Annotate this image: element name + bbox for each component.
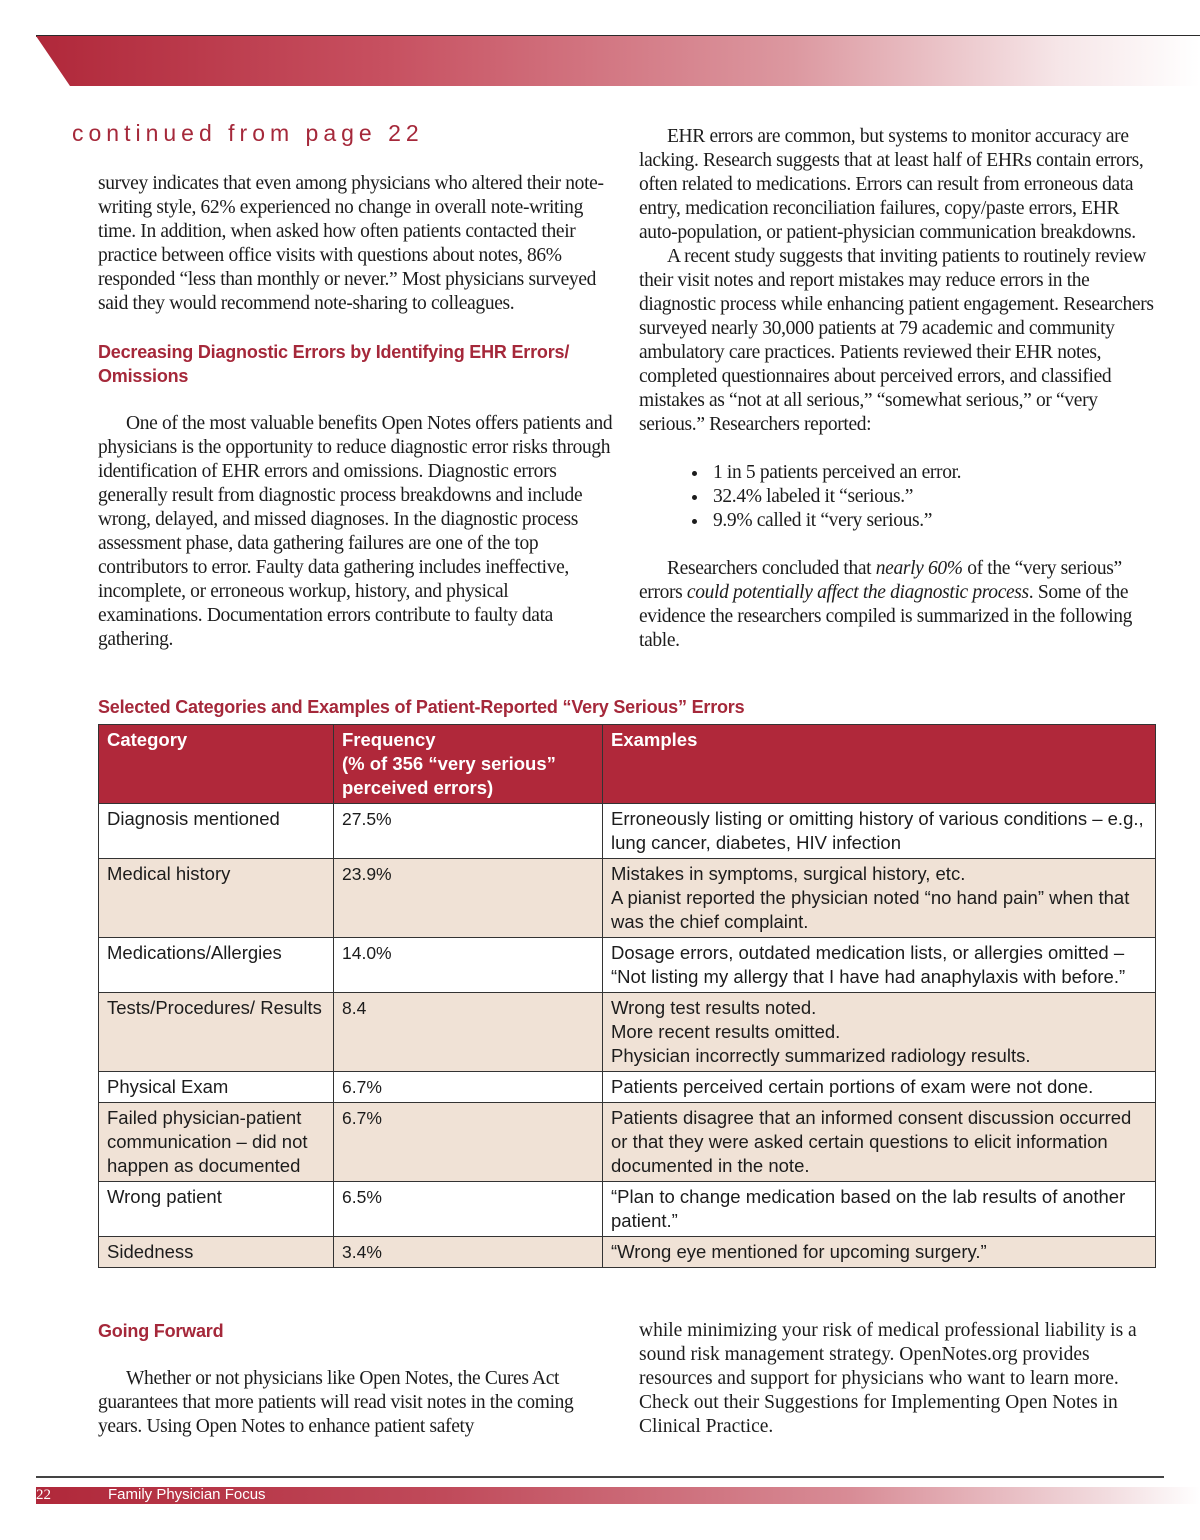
cell-examples [603, 1103, 1156, 1182]
cell-category: Physical Exam [99, 1072, 334, 1103]
going-forward-left [98, 1319, 598, 1439]
cell-frequency: 8.4 [334, 993, 603, 1072]
table-row [99, 1103, 1156, 1182]
header-frequency-line: Frequency [342, 729, 436, 750]
cell-category: Diagnosis mentioned [99, 804, 334, 859]
text-run: Researchers concluded that [667, 558, 876, 579]
table-row [99, 938, 1156, 993]
right-paragraph-2: A recent study suggests that inviting patients to routinely review their visit notes and report mistakes may reduce errors in the diagnostic process while enhancing patient engagement. Researchers surveyed nearly 30,000 patients at 79 academic and community ambulatory care practices. Patients reviewed their EHR notes, completed questionnaires about perceived errors, and classified mistakes as “not at all serious,” “somewhat serious,” or “very serious.” Researchers reported: [639, 246, 1154, 435]
cell-examples [603, 938, 1156, 993]
table-row [99, 804, 1156, 859]
page-number: 22 [36, 1487, 51, 1503]
table-row [99, 859, 1156, 938]
example-line: “Wrong eye mentioned for upcoming surgery.” [611, 1241, 987, 1262]
section-heading-going-forward: Going Forward [98, 1321, 224, 1341]
cell-frequency: 6.7% [334, 1103, 603, 1182]
cell-frequency: 27.5% [334, 804, 603, 859]
table-row [99, 1237, 1156, 1268]
table-row [99, 1072, 1156, 1103]
example-line: Dosage errors, outdated medication lists, or allergies omitted – “Not listing my allergy that I have had anaphylaxis with before.” [611, 942, 1126, 987]
findings-list [639, 461, 1159, 533]
cell-examples [603, 1237, 1156, 1268]
table-row [99, 1182, 1156, 1237]
header-band [36, 36, 1200, 86]
header-examples: Examples [603, 725, 1156, 804]
header-category: Category [99, 725, 334, 804]
example-line: Patients perceived certain portions of exam were not done. [611, 1076, 1094, 1097]
cell-frequency: 3.4% [334, 1237, 603, 1268]
header-frequency-line: (% of 356 “very serious” [342, 753, 556, 774]
list-item: • 32.4% labeled it “serious.” [709, 485, 1159, 509]
text-run: of the “very serious” errors [639, 558, 1122, 603]
left-column [98, 172, 616, 652]
cell-examples [603, 859, 1156, 938]
right-paragraph-1: EHR errors are common, but systems to monitor accuracy are lacking. Research suggests that at least half of EHRs contain errors, often related to medications. Errors can result from erroneous data entry, medication reconciliation failures, copy/paste errors, EHR auto-population, or patient-physician communication breakdowns. [639, 126, 1144, 243]
header-frequency-line: perceived errors) [342, 777, 494, 798]
table-title: Selected Categories and Examples of Patient-Reported “Very Serious” Errors [98, 697, 745, 717]
example-line: Wrong test results noted. [611, 997, 817, 1018]
cell-frequency: 14.0% [334, 938, 603, 993]
example-line: Mistakes in symptoms, surgical history, etc. [611, 863, 966, 884]
cell-category: Sidedness [99, 1237, 334, 1268]
cell-category: Medications/Allergies [99, 938, 334, 993]
cell-examples [603, 1072, 1156, 1103]
going-forward-paragraph: Whether or not physicians like Open Notes, the Cures Act guarantees that more patients will read visit notes in the coming years. Using Open Notes to enhance patient safety [98, 1368, 574, 1437]
list-item: • 1 in 5 patients perceived an error. [709, 461, 1159, 485]
cell-frequency: 6.7% [334, 1072, 603, 1103]
cell-category: Failed physician-patient communication – did not happen as documented [99, 1103, 334, 1182]
emphasis-text: could potentially affect the diagnostic process [686, 582, 1029, 603]
header-frequency [334, 725, 603, 804]
cell-examples [603, 1182, 1156, 1237]
cell-frequency: 6.5% [334, 1182, 603, 1237]
table-row [99, 993, 1156, 1072]
right-paragraph-3 [639, 557, 1159, 653]
table-header-row [99, 725, 1156, 804]
cell-examples [603, 993, 1156, 1072]
example-line: Erroneously listing or omitting history of various conditions – e.g., lung cancer, diabetes, HIV infection [611, 808, 1144, 853]
cell-examples [603, 804, 1156, 859]
example-line: Patients disagree that an informed consent discussion occurred or that they were asked certain questions to elicit information documented in the note. [611, 1107, 1132, 1176]
going-forward-paragraph-continued: while minimizing your risk of medical professional liability is a sound risk management strategy. OpenNotes.org provides resources and support for physicians who want to learn more. Check out their Suggestions for Implementing Open Notes in Clinical Practice. [639, 1320, 1137, 1437]
cell-frequency: 23.9% [334, 859, 603, 938]
cell-category: Medical history [99, 859, 334, 938]
left-paragraph-1: survey indicates that even among physicians who altered their note-writing style, 62% experienced no change in overall note-writing time. In addition, when asked how often patients contacted their practice between office visits with questions about notes, 86% responded “less than monthly or never.” Most physicians surveyed said they would recommend note-sharing to colleagues. [98, 173, 604, 314]
list-item: • 9.9% called it “very serious.” [709, 509, 1159, 533]
example-line: Physician incorrectly summarized radiology results. [611, 1045, 1031, 1066]
errors-table [98, 724, 1156, 1268]
example-line: A pianist reported the physician noted “no hand pain” when that was the chief complaint. [611, 887, 1130, 932]
cell-category: Tests/Procedures/ Results [99, 993, 334, 1072]
footer-rule [36, 1476, 1164, 1478]
going-forward-right [639, 1319, 1139, 1439]
example-line: More recent results omitted. [611, 1021, 841, 1042]
section-heading-diagnostic-errors: Decreasing Diagnostic Errors by Identifying EHR Errors/ Omissions [98, 342, 570, 386]
right-column [639, 125, 1159, 653]
emphasis-text: nearly 60% [875, 558, 963, 579]
example-line: “Plan to change medication based on the lab results of another patient.” [611, 1186, 1126, 1231]
text-run: . Some of the evidence the researchers compiled is summarized in the following table. [639, 582, 1133, 651]
publication-name: Family Physician Focus [108, 1486, 266, 1503]
cell-category: Wrong patient [99, 1182, 334, 1237]
continued-label: continued from page 22 [72, 120, 424, 146]
left-paragraph-2: One of the most valuable benefits Open Notes offers patients and physicians is the opportunity to reduce diagnostic error risks through identification of EHR errors and omissions. Diagnostic errors generally result from diagnostic process breakdowns and include wrong, delayed, and missed diagnoses. In the diagnostic process assessment phase, data gathering failures are one of the top contributors to error. Faulty data gathering includes ineffective, incomplete, or erroneous workup, history, and physical examinations. Documentation errors contribute to faulty data gathering. [98, 413, 613, 650]
